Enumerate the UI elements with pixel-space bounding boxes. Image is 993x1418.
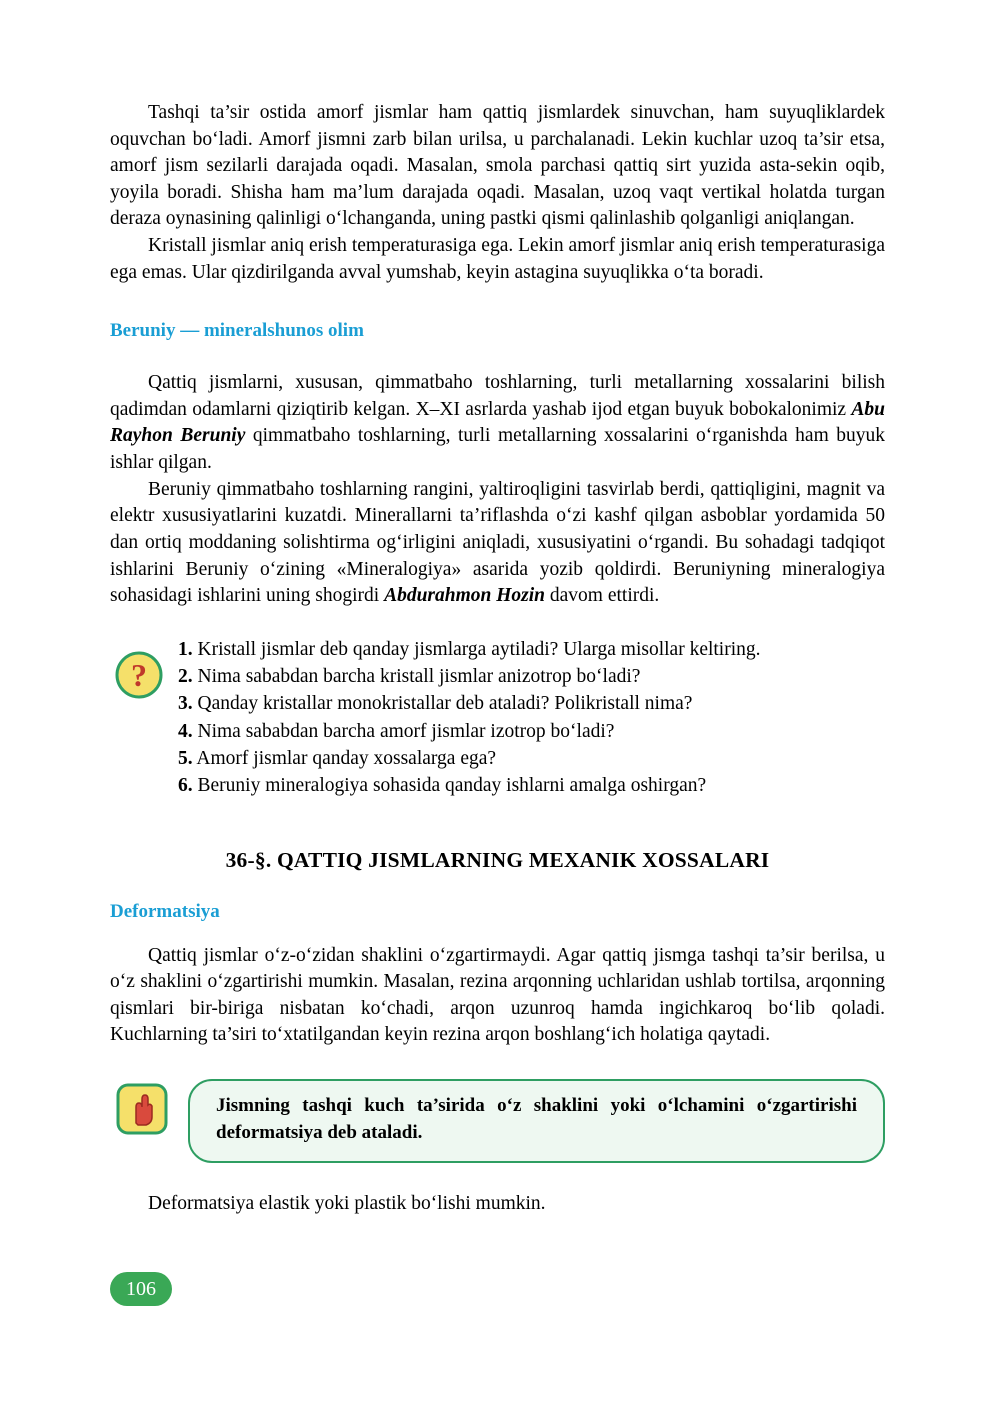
paragraph-amorf-bodies: Tashqi ta’sir ostida amorf jismlar ham qattiq jismlardek sinuvchan, ham suyuqliklardek oquvchan bo‘ladi. Amorf jismni zarb bilan urilsa, u parchalanadi. Lekin kuchlar uzoq ta’sir etsa, amorf jism sezilarli darajada oqadi. Masalan, smola parchasi qattiq sirt yuzida asta-sekin oqib, yoyila boradi. Shisha ham ma’lum darajada oqadi. Masalan, uzoq vaqt vertikal holatda turgan deraza oynasining qalinligi o‘lchanganda, uning pastki qismi qalinlashib qolganligi aniqlangan. xyxy=(110,102,885,230)
question-text: Qanday kristallar monokristallar deb ataladi? Polikristall nima? xyxy=(192,693,693,715)
list-item xyxy=(178,718,885,745)
question-text: Nima sababdan barcha kristall jismlar anizotrop bo‘ladi? xyxy=(192,666,641,688)
section-heading-beruniy: Beruniy — mineralshunos olim xyxy=(110,320,364,342)
paragraph-melting-temperature: Kristall jismlar aniq erish temperaturasiga ega. Lekin amorf jismlar aniq erish temperaturasiga ega emas. Ular qizdirilganda avval yumshab, keyin astagina suyuqlikka o‘ta boradi. xyxy=(110,235,885,283)
name-abu-rayhon-beruniy: Abu Rayhon Beruniy xyxy=(110,398,885,447)
page-number-badge: 106 xyxy=(110,1272,172,1306)
paragraph-deformation: Qattiq jismlar o‘z-o‘zidan shaklini o‘zgartirmaydi. Agar qattiq jismga tashqi ta’sir berilsa, u o‘z shaklini o‘zgartirishi mumkin. Masalan, rezina arqonning uchlaridan ushlab tortilsa, arqonning qismlari bir-biriga nisbatan ko‘chadi, arqon uzunroq hamda ingichkaroq bo‘lib qoladi. Kuchlarning ta’siri to‘xtatilgandan keyin rezina arqon boshlang‘ich holatiga qaytadi. xyxy=(110,944,885,1046)
question-text: Beruniy mineralogiya sohasida qanday ishlarni amalga oshirgan? xyxy=(192,775,707,797)
paragraph-beruniy-work xyxy=(110,477,885,610)
svg-text:?: ? xyxy=(131,656,147,693)
question-number: 3. xyxy=(178,693,193,715)
name-abdurahmon-hozin: Abdurahmon Hozin xyxy=(384,585,546,607)
paragraph-deformation-types: Deformatsiya elastik yoki plastik bo‘lishi mumkin. xyxy=(148,1192,546,1214)
definition-text: Jismning tashqi kuch ta’sirida o‘z shaklini yoki o‘lchamini o‘zgartirishi deformatsiya deb ataladi. xyxy=(188,1079,885,1163)
question-number: 4. xyxy=(178,720,193,742)
question-text: Amorf jismlar qanday xossalarga ega? xyxy=(192,747,497,769)
text-run: qimmatbaho toshlarning, turli metallarning xossalarini o‘rganishda ham buyuk ishlar qilgan. xyxy=(110,425,885,474)
list-item xyxy=(178,690,885,717)
text-run: davom ettirdi. xyxy=(545,585,660,607)
question-number: 2. xyxy=(178,666,193,688)
hand-pointer-icon xyxy=(116,1083,168,1135)
text-run: Qattiq jismlarni, xususan, qimmatbaho toshlarning, turli metallarning xossalarini bilish qadimdan odamlarni qiziqtirib kelgan. X–XI asrlarda yashab ijod etgan buyuk bobokalonimiz xyxy=(110,372,885,420)
question-number: 5. xyxy=(178,747,193,769)
text-run: Beruniy qimmatbaho toshlarning rangini, yaltiroqligini tasvirlab berdi, qattiqligini, magnit va elektr xususiyatlarini kuzatdi. Minerallarni ta’riflashda o‘zi kashf qilgan asboblar yordamida 50 dan ortiq moddaning solishtirma og‘irligini aniqladi, xususiyatini o‘rgandi. Bu sohadagi tadqiqot ishlarini Beruniy o‘zining «Mineralogiya» asarida yozib qoldirdi. Beruniyning mineralogiya sohasidagi ishlarini uning shogirdi xyxy=(110,478,885,607)
questions-list xyxy=(178,636,885,800)
list-item xyxy=(178,772,885,799)
question-text: Kristall jismlar deb qanday jismlarga aytiladi? Ularga misollar keltiring. xyxy=(192,638,761,660)
list-item xyxy=(178,745,885,772)
list-item xyxy=(178,663,885,690)
question-number: 6. xyxy=(178,775,193,797)
paragraph-beruniy-intro xyxy=(110,370,885,476)
page-content xyxy=(110,100,885,1218)
question-mark-icon xyxy=(114,650,164,700)
question-number: 1. xyxy=(178,638,193,660)
question-text: Nima sababdan barcha amorf jismlar izotrop bo‘ladi? xyxy=(192,720,615,742)
list-item xyxy=(178,636,885,663)
questions-block xyxy=(110,636,885,800)
chapter-title: 36-§. QATTIQ JISMLARNING MEXANIK XOSSALARI xyxy=(225,847,770,872)
section-heading-deformatsiya: Deformatsiya xyxy=(110,900,220,922)
definition-callout xyxy=(110,1079,885,1163)
